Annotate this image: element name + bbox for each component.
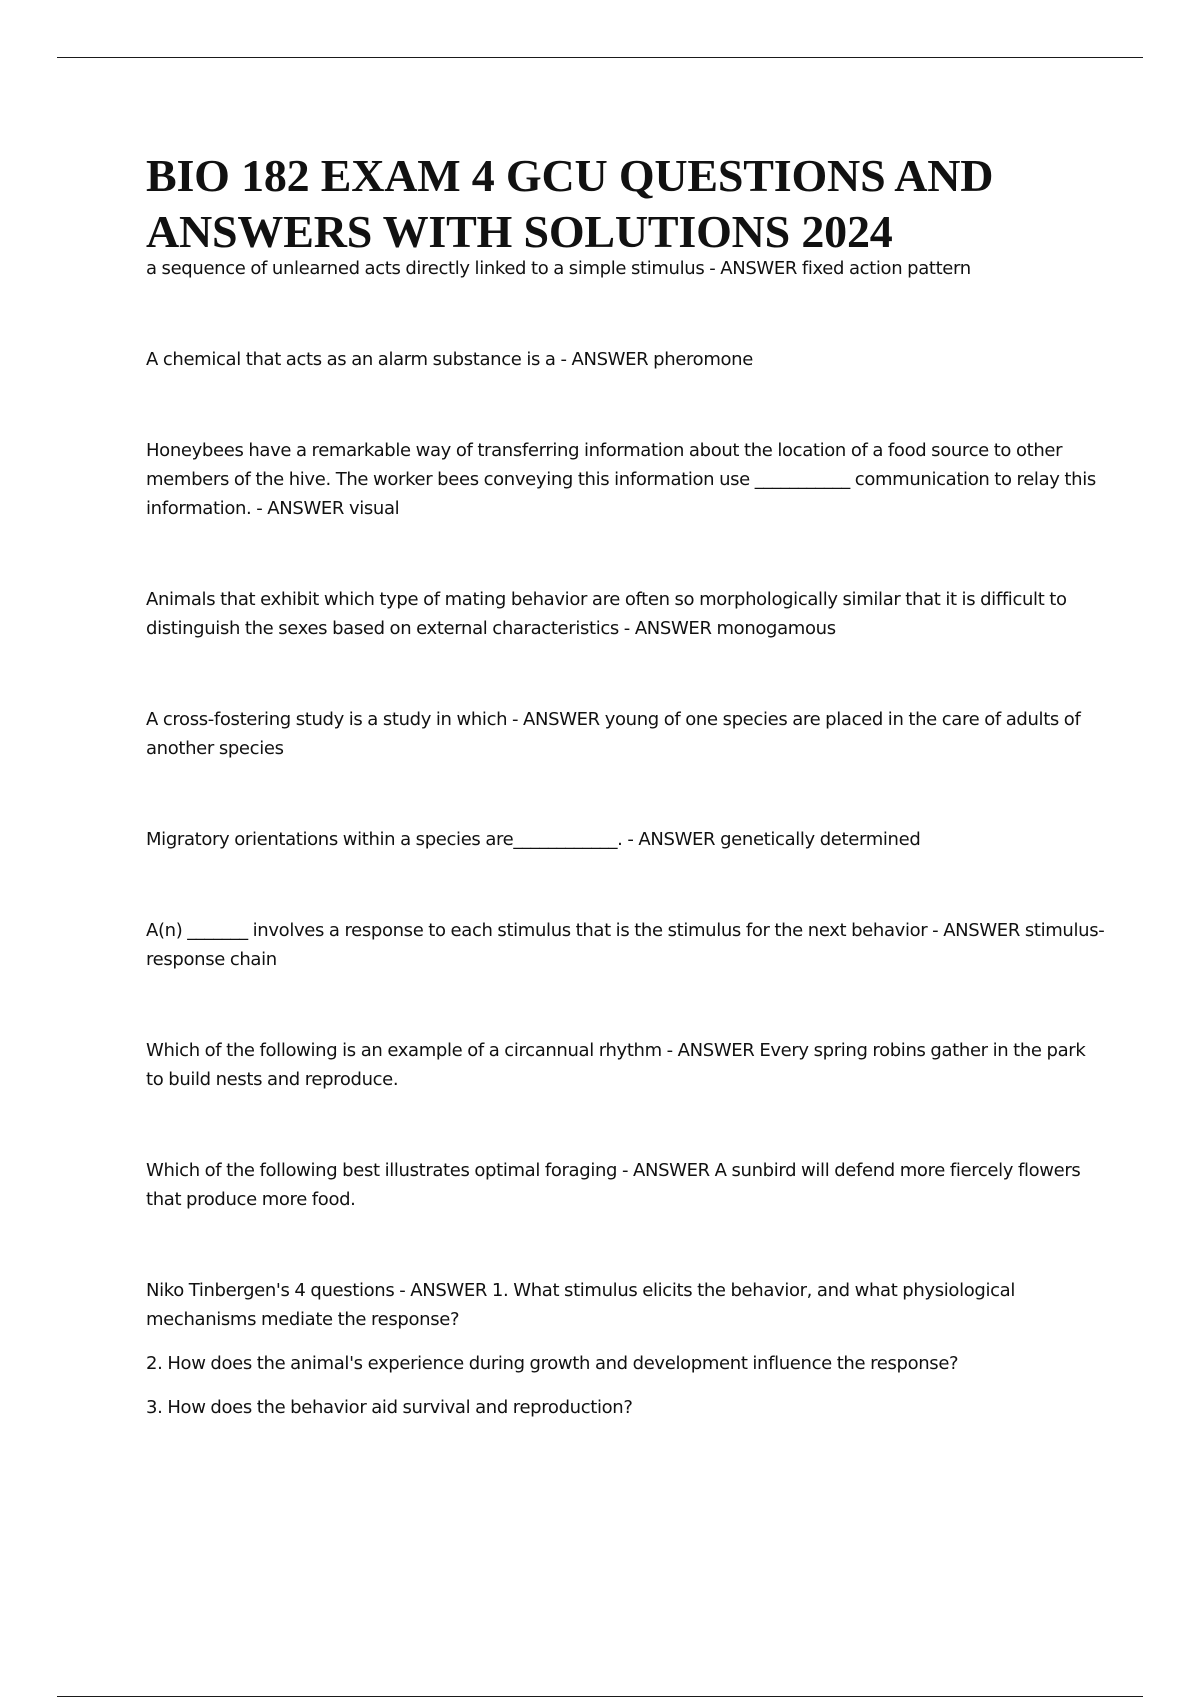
document-body [146,148,1106,1422]
document-title: BIO 182 EXAM 4 GCU QUESTIONS AND ANSWERS WITH SOLUTIONS 2024 [146,150,994,257]
answer-list-item: 3. How does the behavior aid survival and reproduction? [146,1397,633,1418]
qa-item: A chemical that acts as an alarm substance is a - ANSWER pheromone [146,349,753,370]
qa-item: Which of the following is an example of a circannual rhythm - ANSWER Every spring robins gather in the park to build nests and reproduce. [146,1040,1086,1090]
top-divider [57,57,1143,58]
qa-item: Niko Tinbergen's 4 questions - ANSWER 1. What stimulus elicits the behavior, and what physiological mechanisms mediate the response? [146,1280,1015,1330]
bottom-divider [57,1696,1143,1697]
qa-item: Migratory orientations within a species are____________. - ANSWER genetically determined [146,829,921,850]
qa-item: Animals that exhibit which type of mating behavior are often so morphologically similar that it is difficult to distinguish the sexes based on external characteristics - ANSWER monogamous [146,589,1067,639]
qa-item: Honeybees have a remarkable way of transferring information about the location of a food source to other members of the hive. The worker bees conveying this information use ___________ communication to relay this information. - ANSWER visual [146,440,1096,519]
qa-item: Which of the following best illustrates optimal foraging - ANSWER A sunbird will defend more fiercely flowers that produce more food. [146,1160,1081,1210]
qa-item: a sequence of unlearned acts directly linked to a simple stimulus - ANSWER fixed action pattern [146,258,971,279]
qa-item: A(n) _______ involves a response to each stimulus that is the stimulus for the next behavior - ANSWER stimulus-response chain [146,920,1105,970]
qa-item: A cross-fostering study is a study in which - ANSWER young of one species are placed in the care of adults of another species [146,709,1081,759]
answer-list-item: 2. How does the animal's experience during growth and development influence the response? [146,1353,959,1374]
